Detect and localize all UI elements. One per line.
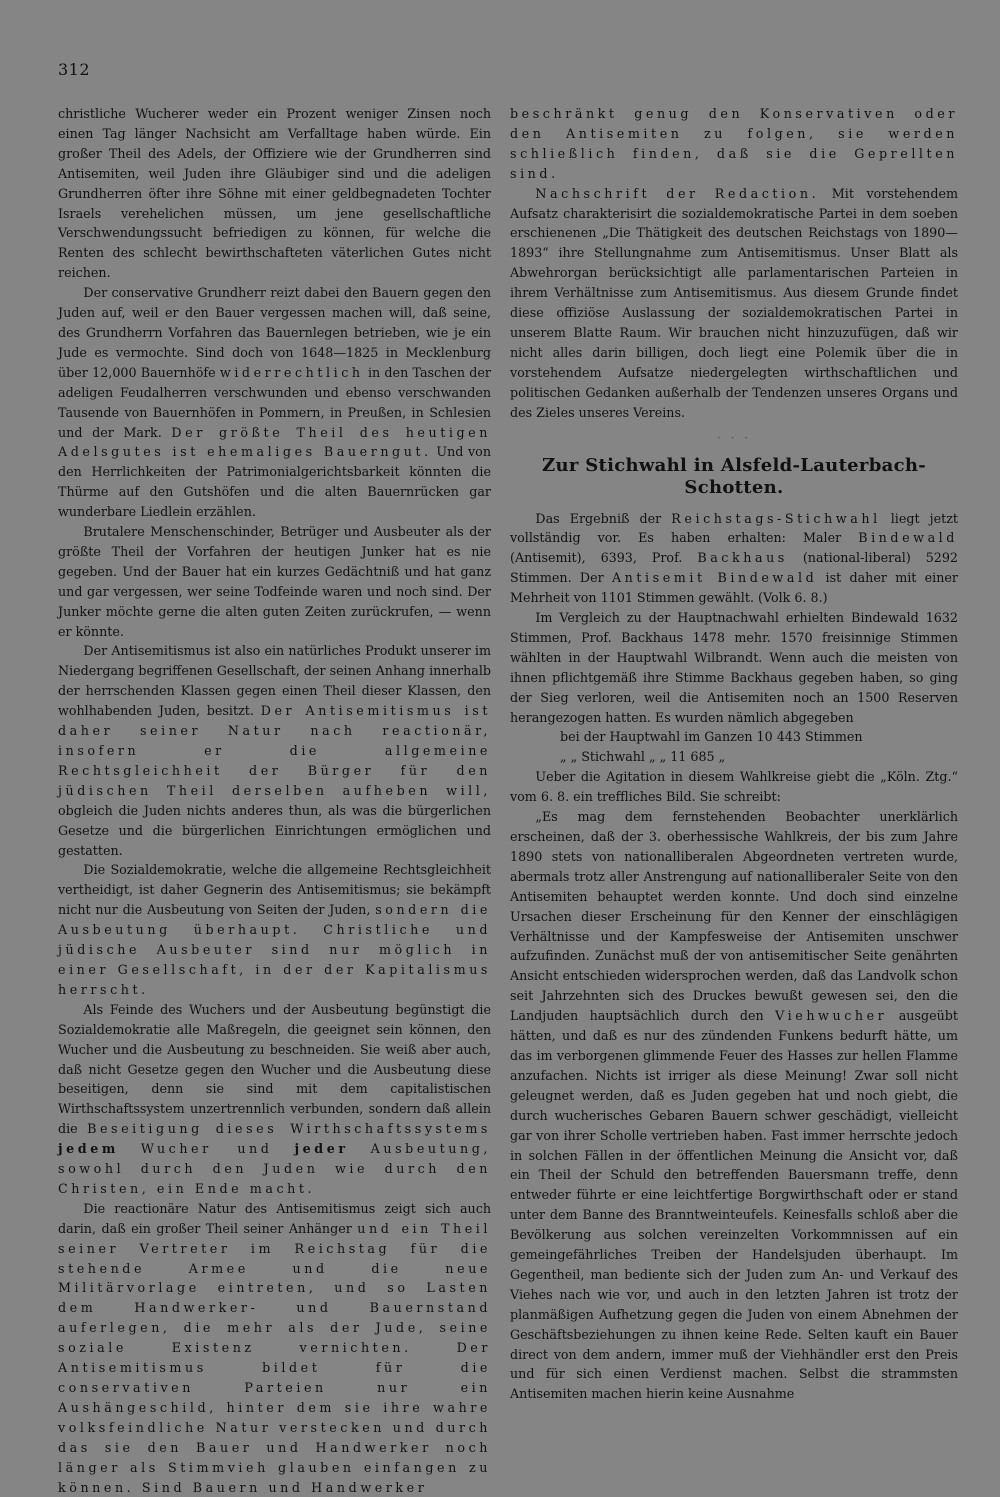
spaced-emphasis: Der Antisemitismus ist daher seiner Natur nach reactionär, insofern er die allgemeine Rechtsgleichheit der Bürger für den jüdischen Theil derselben aufheben will, (58, 703, 491, 798)
spaced-emphasis: Nachschrift der Redaction. (535, 185, 820, 201)
text-run: obgleich die Juden nichts anderes thun, als was die bürgerlichen Gesetze und die bürgerlichen Einrichtungen ermöglichen und gestatten. (58, 802, 491, 858)
spaced-emphasis: Backhaus (697, 550, 788, 566)
text-run: Der Antisemitismus ist also ein natürliches Produkt unserer im Niedergang begriffenen Gesellschaft, der seinen Anhang innerhalb der herrschenden Klassen gegen einen Theil dieser Klassen, den wohlhabenden Juden, besitzt. (58, 643, 491, 719)
paragraph (58, 1199, 491, 1497)
text-run: Die reactionäre Natur des Antisemitismus zeigt sich auch darin, daß ein großer Theil seiner Anhänger (58, 1200, 491, 1236)
spaced-emphasis: widerrechtlich (219, 364, 364, 380)
paragraph (58, 283, 491, 522)
spaced-emphasis: Bindewald (858, 530, 958, 546)
page-number: 312 (58, 60, 91, 79)
spaced-emphasis: Wucher und (140, 1141, 273, 1157)
text-run: Die Sozialdemokratie, welche die allgemeine Rechtsgleichheit vertheidigt, ist daher Gegnerin des Antisemitismus; sie bekämpft nicht nur die Ausbeutung von Seiten der Juden, (58, 862, 491, 918)
text-run: ausgeübt hätten, und daß es nur des zündenden Funkens bedurft hätte, um das im verborgenen glimmende Feuer des Hasses zur hellen Flamme anzufachen. Nichts ist irriger als diese Meinung! Zwar soll nicht geleugnet werden, daß es Juden gegeben hat und noch giebt, die durch wucherisches Gebaren Bauern schwer geschädigt, vielleicht gar von ihrer Scholle vertrieben haben. Fast immer herrschte jedoch in solchen Fällen in der öffentlichen Meinung die Ansicht vor, daß ein Theil der Schuld den betreffenden Bauersmann treffe, denn entweder führte er eine leichtfertige Borgwirthschaft oder er stand unter dem Banne des Branntweinteufels. Keinesfalls schloß aber die Bevölkerung aus solchen vereinzelten Vorkommnissen auf ein gemeingefährliches Treiben der Handelsjuden überhaupt. Im Gegentheil, man bediente sich der Juden zum An- und Verkauf des Viehes nach wie vor, und auch in den letzten Jahren ist trotz der planmäßigen Aufhetzung gegen die Juden von einem Abnehmen der Geschäftsbeziehungen zu ihnen keine Rede. Selten kauft ein Bauer direct von dem andern, immer muß der Viehhändler erst den Preis und für sich einen Verdienst machen. Selbst die strammsten Antisemiten machen hierin keine Ausnahme (510, 1008, 958, 1402)
text-run: liegt jetzt vollständig vor. Es haben erhalten: Maler (510, 510, 958, 546)
spaced-emphasis: Reichstags-Stichwahl (671, 510, 881, 526)
paragraph (510, 184, 958, 423)
spaced-emphasis: Beseitigung dieses Wirthschaftssystems (87, 1121, 491, 1137)
paragraph: beschränkt genug den Konservativen oder den Antisemiten zu folgen, sie werden schließlich finden, daß sie die Geprellten sind. (510, 106, 958, 181)
spaced-emphasis: sondern die Ausbeutung überhaupt. Christliche und jüdische Ausbeuter sind nur möglich in einer Gesellschaft, in der der Kapitalismus herrscht. (58, 902, 491, 997)
spaced-emphasis: Der größte Theil des heutigen Adelsgutes ist ehemaliges Bauerngut. (58, 424, 491, 460)
vote-result-line: bei der Hauptwahl im Ganzen 10 443 Stimmen (560, 729, 863, 745)
text-run: „Es mag dem fernstehenden Beobachter unerklärlich erscheinen, daß der 3. oberhessische Wahlkreis, der bis zum Jahre 1890 stets von nationalliberalen Abgeordneten vertreten wurde, abermals trotz aller Anstrengung auf nationalliberaler Seite von den Antisemiten behauptet werden konnte. Und doch sind einzelne Ursachen dieser Erscheinung für den Kenner der einschlägigen Verhältnisse und der Kampfesweise der Antisemiten unschwer aufzufinden. Zunächst muß der von antisemitischer Seite genährten Ansicht entschieden widersprochen werden, daß das Landvolk schon seit Jahrzehnten sich des Druckes bewußt gewesen sei, den die Landjuden hauptsächlich durch den (510, 809, 958, 1024)
section-divider: · · · (716, 430, 752, 445)
bold-emphasis: jeder (294, 1141, 349, 1157)
paragraph: Im Vergleich zu der Hauptnachwahl erhielten Bindewald 1632 Stimmen, Prof. Backhaus 1478 mehr. 1570 freisinnige Stimmen wählten in der Hauptwahl Wilbrandt. Wenn auch die meisten von ihnen pflichtgemäß ihre Stimme Backhaus gegeben haben, so ging der Sieg verloren, weil die Antisemiten noch an 1500 Reserven herangezogen hatten. Es wurden nämlich abgegeben (510, 610, 958, 725)
text-run: ist daher mit einer Mehrheit von 1101 Stimmen gewählt. (Volk 6. 8.) (510, 570, 958, 606)
text-run: in den Taschen der adeligen Feudalherren verschwunden und ebenso verschwanden Tausende von Bauernhöfen in Pommern, in Preußen, in Schlesien und der Mark. (58, 364, 491, 440)
bold-emphasis: jedem (58, 1141, 119, 1157)
spaced-emphasis: und ein Theil seiner Vertreter im Reichstag für die stehende Armee und die neue Militärvorlage eintreten, und so Lasten dem Handwerker- und Bauernstand auferlegen, die mehr als der Jude, seine soziale Existenz vernichten. Der Antisemitismus bildet für die conservativen Parteien nur ein Aushängeschild, hinter dem sie ihre wahre volksfeindliche Natur verstecken und durch das sie den Bauer und Handwerker noch länger als Stimmvieh glauben einfangen zu können. Sind Bauern und Handwerker (58, 1220, 491, 1495)
spaced-emphasis: Antisemit Bindewald (611, 570, 818, 586)
text-run: Als Feinde des Wuchers und der Ausbeutung begünstigt die Sozialdemokratie alle Maßregeln, die geeignet sein können, den Wucher und die Ausbeutung zu beschneiden. Sie weiß aber auch, daß nicht Gesetze gegen den Wucher und die Ausbeutung diese beseitigen, denn sie sind mit dem capitalistischen Wirthschaftssystem unzertrennlich verbunden, sondern daß allein die (58, 1001, 491, 1137)
text-run: (Antisemit), 6393, Prof. (510, 550, 683, 566)
right-column (510, 104, 958, 1404)
section-title: Zur Stichwahl in Alsfeld-Lauterbach-Schotten. (542, 454, 926, 498)
spaced-emphasis: Ausbeutung, sowohl durch den Juden wie durch den Christen, ein Ende macht. (58, 1141, 491, 1196)
paragraph (58, 641, 491, 860)
paragraph (58, 1000, 491, 1199)
text-run: (national-liberal) 5292 Stimmen. Der (510, 550, 958, 586)
left-column (58, 104, 491, 1497)
text-run: Das Ergebniß der (535, 510, 662, 526)
paragraph (58, 860, 491, 999)
paragraph: Ueber die Agitation in diesem Wahlkreise giebt die „Köln. Ztg.“ vom 6. 8. ein treffliches Bild. Sie schreibt: (510, 769, 958, 805)
text-run: Der conservative Grundherr reizt dabei den Bauern gegen den Juden auf, weil er den Bauer vergessen machen will, daß seine, des Grundherrn Vorfahren das Bauernlegen betrieben, wie je ein Jude es vermochte. Sind doch von 1648—1825 in Mecklenburg über 12,000 Bauernhöfe (58, 285, 491, 380)
paragraph: christliche Wucherer weder ein Prozent weniger Zinsen noch einen Tag länger Nachsicht am Verfalltage haben würde. Ein großer Theil des Adels, der Offiziere wie der Grundherren sind Antisemiten, weil Juden ihre Gläubiger sind und die adeligen Grundherren öfter ihre Söhne mit einer geldbegnadeten Tochter Israels verehelichen müssen, um jene gesellschaftliche Verschwendungssucht befriedigen zu können, für welche die Renten des schlecht bewirthschafteten väterlichen Gutes nicht reichen. (58, 106, 491, 281)
paragraph (510, 509, 958, 609)
text-run: Mit vorstehendem Aufsatz charakterisirt die sozialdemokratische Partei in dem soeben erschienenen „Die Thätigkeit des deutschen Reichstags von 1890—1893“ ihre Stellungnahme zum Antisemitismus. Unser Blatt als Abwehrorgan berücksichtigt alle parlamentarischen Parteien in ihrem Verhältnisse zum Antisemitismus. Aus diesem Grunde findet diese offiziöse Auslassung der sozialdemokratischen Partei in unserem Blatte Raum. Wir brauchen nicht hinzuzufügen, daß wir nicht alles darin billigen, doch liegt eine Polemik über die in vorstehendem Aufsatze niedergelegten wirthschaftlichen und politischen Gedanken außerhalb der Tendenzen unseres Organs und des Zieles unseres Vereins. (510, 185, 958, 420)
paragraph: Brutalere Menschenschinder, Betrüger und Ausbeuter als der größte Theil der Vorfahren der heutigen Junker hat es nie gegeben. Und der Bauer hat ein kurzes Gedächtniß und hat ganz und gar vergessen, wer seine Todfeinde waren und noch sind. Der Junker möchte gerne die alten guten Zeiten zurückrufen, — wenn er könnte. (58, 524, 491, 639)
text-run: Und von den Herrlichkeiten der Patrimonialgerichtsbarkeit könnten die Thürme auf den Gutshöfen und die alten Bauernrücken gar wunderbare Liedlein erzählen. (58, 444, 491, 520)
vote-result-line: „ „ Stichwahl „ „ 11 685 „ (560, 749, 726, 765)
vote-results (510, 727, 958, 767)
spaced-emphasis: Viehwucher (775, 1008, 888, 1024)
paragraph (510, 807, 958, 1404)
